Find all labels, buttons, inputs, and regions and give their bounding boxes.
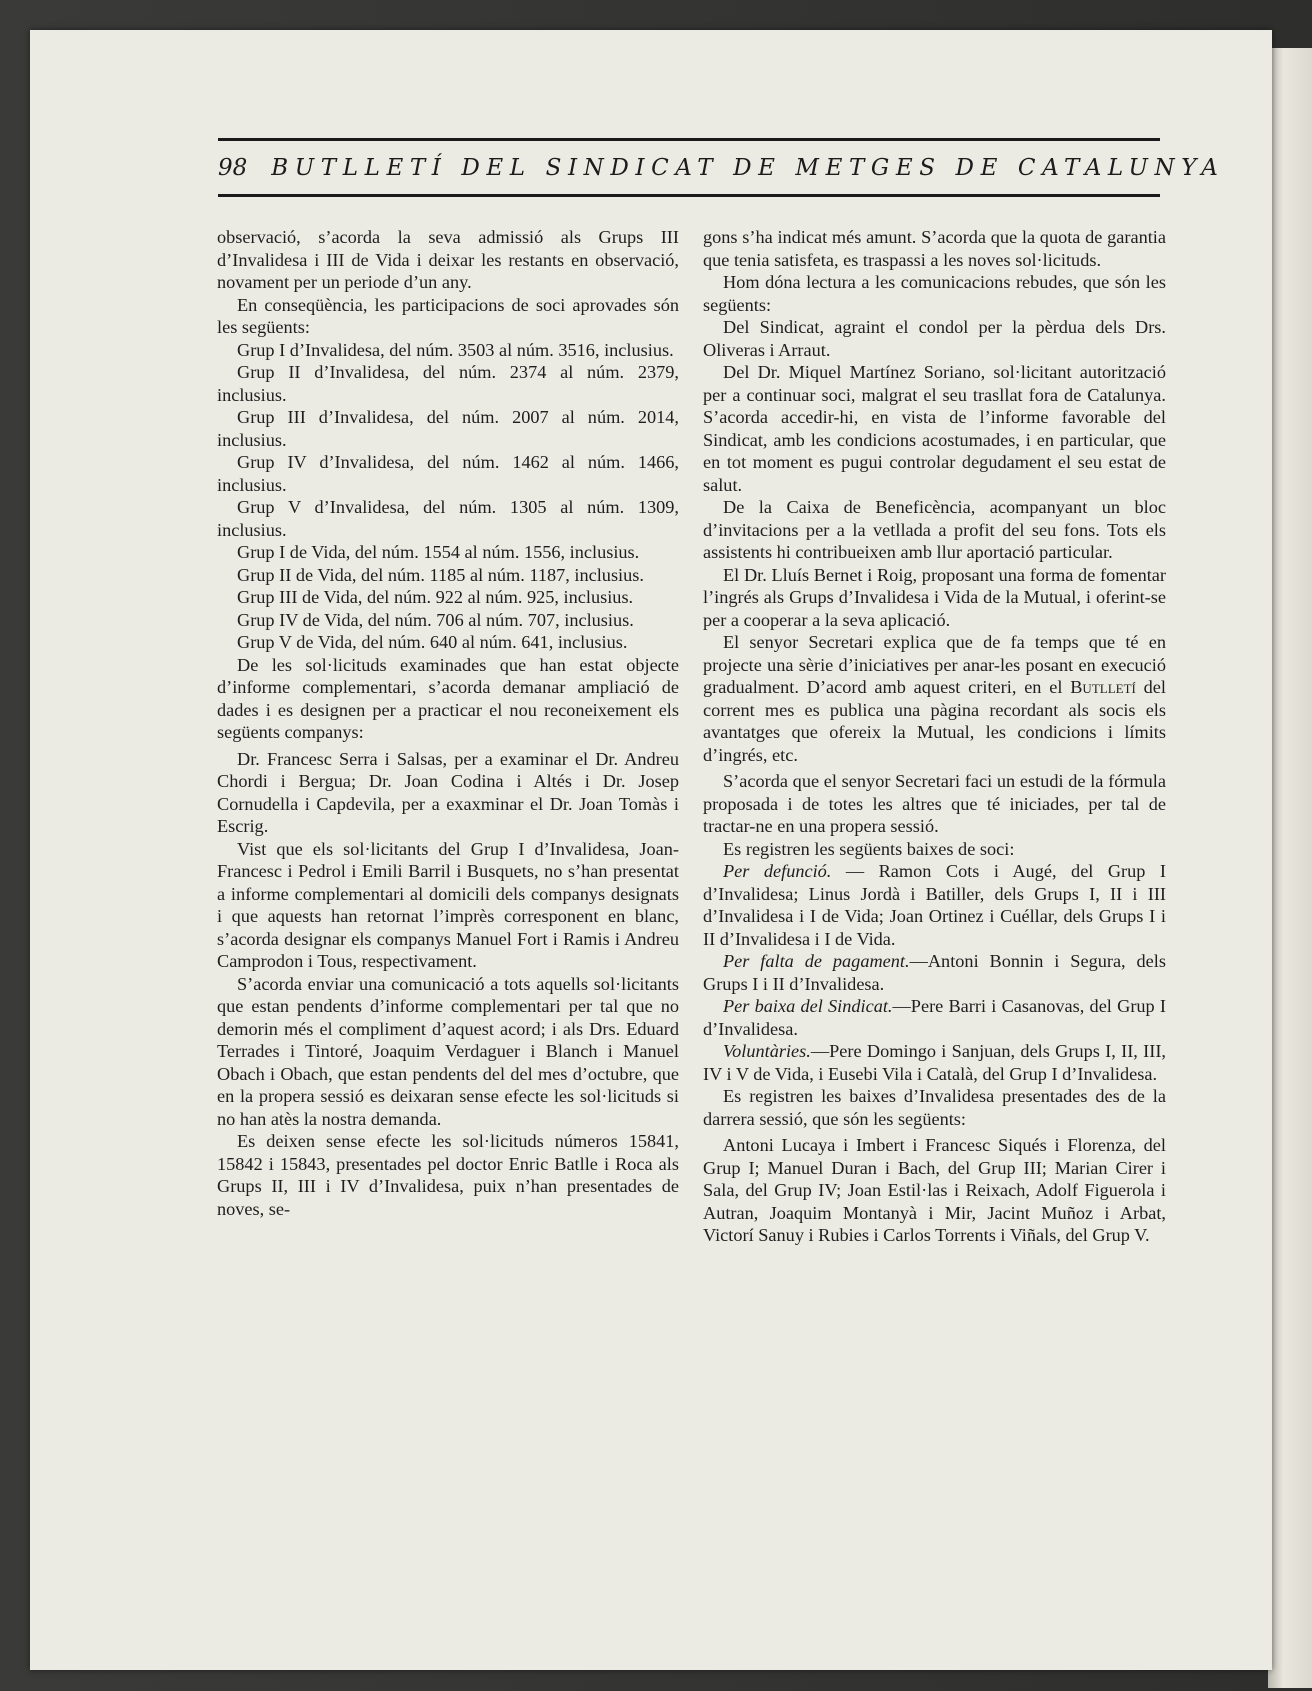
paragraph: Hom dóna lectura a les comunicacions rebudes, que són les següents: — [703, 272, 1166, 315]
paragraph: Grup IV de Vida, del núm. 706 al núm. 707, inclusius. — [237, 609, 634, 630]
text-run: —Antoni Bonnin i Segura, dels Grups I i II d’Invalidesa. — [703, 951, 1166, 994]
italic-label: Voluntàries. — [723, 1041, 811, 1061]
text-run: —Pere Barri i Casanovas, del Grup I d’Invalidesa. — [703, 996, 1166, 1039]
paragraph — [703, 995, 1166, 1040]
italic-label: Per defunció. — [723, 861, 832, 881]
paragraph: Grup I d’Invalidesa, del núm. 3503 al núm. 3516, inclusius. — [237, 339, 674, 360]
paragraph: De les sol·licituds examinades que han estat objecte d’informe complementari, s’acorda demanar ampliació de dades i es designen per a practicar el nou reconeixement els següents companys: — [217, 654, 679, 742]
paragraph — [703, 631, 1166, 766]
paragraph: observació, s’acorda la seva admissió als Grups III d’Invalidesa i III de Vida i deixar les restants en observació, novament per un periode d’un any. — [217, 227, 679, 292]
header-rule-top — [218, 138, 1160, 141]
text-run: — Ramon Cots i Augé, del Grup I d’Invalidesa; Linus Jordà i Batiller, dels Grups I, II i III d’Invalidesa i I de Vida; Joan Ortinez i Cuéllar, dels Grups I i II d’Invalidesa i I de Vida. — [703, 861, 1166, 949]
paragraph: Grup III de Vida, del núm. 922 al núm. 925, inclusius. — [237, 587, 634, 607]
facing-page-edge — [1268, 48, 1312, 1688]
text-run: del corrent mes es publica una pàgina recordant als socis els avantatges que ofereix la Mutual, les condicions i límits d’ingrés, etc. — [703, 677, 1166, 765]
paragraph — [703, 950, 1166, 995]
paragraph: Del Sindicat, agraint el condol per la pèrdua dels Drs. Oliveras i Arraut. — [703, 317, 1166, 360]
paragraph: Vist que els sol·licitants del Grup I d’Invalidesa, Joan-Francesc i Pedrol i Emili Barril i Busquets, no s’han presentat a informe complementari al domicili dels companys designats i que aquests han retornat l’imprès corresponent en blanc, s’acorda designar els companys Manuel Fort i Ramis i Andreu Camprodon i Tous, respectivament. — [217, 838, 679, 971]
paragraph — [703, 860, 1166, 950]
paragraph: Grup V d’Invalidesa, del núm. 1305 al núm. 1309, inclusius. — [217, 497, 679, 540]
paragraph: Del Dr. Miquel Martínez Soriano, sol·licitant autorització per a continuar soci, malgrat el seu trasllat fora de Catalunya. S’acorda accedir-hi, en vista de l’informe favorable del Sindicat, amb les condicions acostumades, i en particular, que en tot moment es pugui controlar degudament el seu estat de salut. — [703, 362, 1166, 495]
header-rule-bottom — [218, 194, 1160, 197]
text-run: —Pere Domingo i Sanjuan, dels Grups I, II, III, IV i V de Vida, i Eusebi Vila i Català, del Grup I d’Invalidesa. — [703, 1041, 1166, 1084]
paragraph: De la Caixa de Beneficència, acompanyant un bloc d’invitacions per a la vetllada a profit del seu fons. Tots els assistents hi contribueixen amb llur aportació particular. — [703, 497, 1166, 562]
right-column — [703, 226, 1166, 1247]
left-column — [217, 226, 679, 1220]
paragraph: Grup V de Vida, del núm. 640 al núm. 641, inclusius. — [237, 632, 628, 652]
paragraph — [703, 1040, 1166, 1085]
text-run: El senyor Secretari explica que de fa temps que té en projecte una sèrie d’iniciatives per anar-les posant en execució gradualment. D’acord amb aquest criteri, en el — [703, 632, 1166, 697]
paragraph: Es registren les següents baixes de soci: — [723, 838, 1015, 859]
journal-name-smallcaps: Butlletí — [1070, 677, 1136, 697]
paragraph: En conseqüència, les participacions de soci aprovades són les següents: — [217, 294, 679, 337]
paragraph: gons s’ha indicat més amunt. S’acorda que la quota de garantia que tenia satisfeta, es traspassi a les noves sol·licituds. — [703, 227, 1166, 270]
paragraph: S’acorda que el senyor Secretari faci un estudi de la fórmula proposada i de totes les altres que té iniciades, per tal de tractar-ne en una propera sessió. — [703, 771, 1166, 836]
paragraph: Grup I de Vida, del núm. 1554 al núm. 1556, inclusius. — [237, 542, 640, 562]
paragraph: S’acorda enviar una comunicació a tots aquells sol·licitants que estan pendents d’informe complementari per tal que no demorin més el compliment d’aquest acord; i als Drs. Eduard Terrades i Tintoré, Joaquim Verdaguer i Blanch i Manuel Obach i Obach, que estan pendents del del mes d’octubre, que en la propera sessió es deixaran sense efecte les sol·licituds si no han atès la nostra demanda. — [217, 973, 679, 1129]
paragraph: Grup IV d’Invalidesa, del núm. 1462 al núm. 1466, inclusius. — [217, 452, 679, 495]
running-head-text — [218, 150, 1225, 186]
italic-label: Per falta de pagament. — [723, 951, 910, 971]
paragraph: Grup III d’Invalidesa, del núm. 2007 al núm. 2014, inclusius. — [217, 407, 679, 450]
journal-title: BUTLLETÍ DEL SINDICAT DE METGES DE CATALUNYA — [271, 155, 1225, 181]
paragraph: Dr. Francesc Serra i Salsas, per a examinar el Dr. Andreu Chordi i Bergua; Dr. Joan Codina i Altés i Dr. Josep Cornudella i Capdevila, per a exaxminar el Dr. Joan Tomàs i Escrig. — [217, 748, 679, 836]
paragraph: El Dr. Lluís Bernet i Roig, proposant una forma de fomentar l’ingrés als Grups d’Invalidesa i Vida de la Mutual, i oferint-se per a cooperar a la seva aplicació. — [703, 564, 1166, 630]
page-number: 98 — [218, 155, 248, 181]
paragraph: Es registren les baixes d’Invalidesa presentades des de la darrera sessió, que són les següents: — [703, 1086, 1166, 1129]
italic-label: Per baixa del Sindicat. — [723, 996, 893, 1016]
running-header — [218, 138, 1225, 204]
paragraph: Es deixen sense efecte les sol·licituds números 15841, 15842 i 15843, presentades pel doctor Enric Batlle i Roca als Grups II, III i IV d’Invalidesa, puix n’han presentades de noves, se- — [217, 1131, 679, 1219]
paragraph: Grup II d’Invalidesa, del núm. 2374 al núm. 2379, inclusius. — [217, 362, 679, 405]
paragraph: Antoni Lucaya i Imbert i Francesc Siqués i Florenza, del Grup I; Manuel Duran i Bach, del Grup III; Marian Cirer i Sala, del Grup IV; Joan Estil·las i Reixach, Adolf Figuerola i Autran, Joaquim Montanyà i Mir, Jacint Muñoz i Arbat, Victorí Sanuy i Rubies i Carlos Torrents i Viñals, del Grup V. — [703, 1135, 1166, 1245]
paragraph: Grup II de Vida, del núm. 1185 al núm. 1187, inclusius. — [237, 564, 644, 585]
